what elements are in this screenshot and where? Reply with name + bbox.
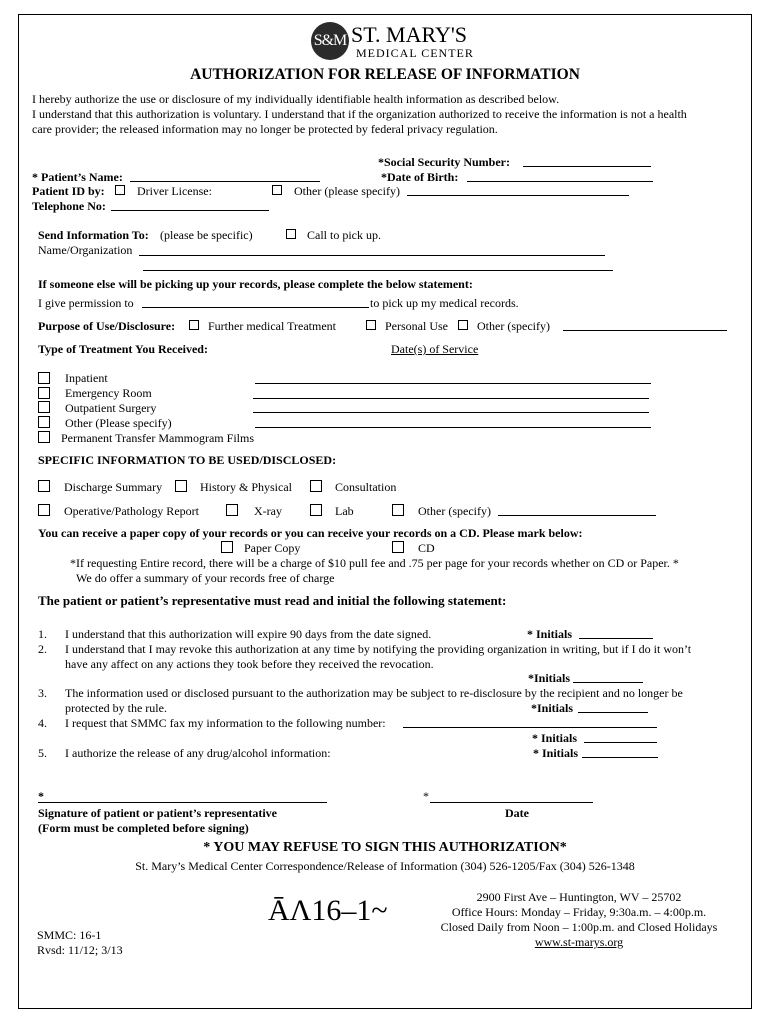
dob-label: *Date of Birth:	[381, 170, 459, 184]
signature-field[interactable]	[38, 802, 327, 803]
permission-field[interactable]	[142, 307, 369, 308]
paper-copy-checkbox[interactable]	[221, 541, 233, 553]
other-treatment-checkbox[interactable]	[38, 416, 50, 428]
address-line-1: 2900 First Ave – Huntington, WV – 25702	[476, 890, 682, 904]
other-treatment-label: Other (Please specify)	[65, 416, 172, 430]
pickup-heading: If someone else will be picking up your records, please complete the below statement:	[38, 277, 473, 291]
purpose-other-checkbox[interactable]	[458, 320, 468, 330]
initials-3-field[interactable]	[578, 712, 648, 713]
emergency-date-field[interactable]	[253, 398, 649, 399]
other-id-label: Other (please specify)	[294, 184, 400, 198]
patient-name-field[interactable]	[130, 181, 320, 182]
initials-5-field[interactable]	[582, 757, 658, 758]
form-code: SMMC: 16-1	[37, 928, 102, 942]
initials-1-label: * Initials	[527, 627, 573, 641]
initials-3-label: *Initials	[531, 701, 574, 715]
purpose-personal-label: Personal Use	[385, 319, 448, 333]
patient-name-label: * Patient’s Name:	[32, 170, 123, 184]
logo-monogram: S&M	[311, 22, 349, 60]
cd-label: CD	[418, 541, 435, 555]
permission-label: I give permission to	[38, 296, 134, 310]
intro-line-3: care provider; the released information may no longer be protected by federal privacy regulation.	[32, 122, 498, 136]
outpatient-label: Outpatient Surgery	[65, 401, 157, 415]
purpose-treatment-label: Further medical Treatment	[208, 319, 336, 333]
lab-checkbox[interactable]	[310, 504, 322, 516]
name-org-field-2[interactable]	[143, 270, 613, 271]
history-physical-label: History & Physical	[200, 480, 292, 494]
outpatient-date-field[interactable]	[253, 412, 649, 413]
initials-2-label: *Initials	[528, 671, 571, 685]
statement-5-number: 5.	[38, 746, 47, 760]
paper-copy-label: Paper Copy	[244, 541, 301, 555]
logo-subname: MEDICAL CENTER	[356, 46, 474, 60]
statement-3-text-2: protected by the rule.	[65, 701, 167, 715]
date-star: *	[423, 789, 429, 803]
fax-number-field[interactable]	[403, 727, 657, 728]
date-label: Date	[505, 806, 529, 820]
statement-4-text: I request that SMMC fax my information to the following number:	[65, 716, 386, 730]
copy-note-2: We do offer a summary of your records free of charge	[76, 571, 335, 585]
date-field[interactable]	[430, 802, 593, 803]
dates-of-service-label: Date(s) of Service	[391, 342, 479, 356]
refuse-notice: * YOU MAY REFUSE TO SIGN THIS AUTHORIZATION*	[203, 840, 567, 855]
barcode-text: ĀΛ16–1~	[268, 894, 388, 927]
operative-report-label: Operative/Pathology Report	[64, 504, 199, 518]
history-physical-checkbox[interactable]	[175, 480, 187, 492]
name-org-label: Name/Organization	[38, 243, 133, 257]
emergency-label: Emergency Room	[65, 386, 152, 400]
statement-1-text: I understand that this authorization will expire 90 days from the date signed.	[65, 627, 432, 641]
statement-3-number: 3.	[38, 686, 47, 700]
ssn-label: *Social Security Number:	[378, 155, 510, 169]
statement-heading: The patient or patient’s representative must read and initial the following statement:	[38, 593, 507, 608]
operative-report-checkbox[interactable]	[38, 504, 50, 516]
send-to-label: Send Information To:	[38, 228, 149, 242]
signature-star: *	[38, 789, 44, 803]
initials-4-label: * Initials	[532, 731, 578, 745]
dob-field[interactable]	[467, 181, 653, 182]
other-id-field[interactable]	[407, 195, 629, 196]
inpatient-date-field[interactable]	[255, 383, 651, 384]
initials-5-label: * Initials	[533, 746, 579, 760]
inpatient-label: Inpatient	[65, 371, 108, 385]
discharge-summary-checkbox[interactable]	[38, 480, 50, 492]
discharge-summary-label: Discharge Summary	[64, 480, 163, 494]
treatment-label: Type of Treatment You Received:	[38, 342, 208, 356]
address-line-3: Closed Daily from Noon – 1:00p.m. and Closed Holidays	[440, 920, 718, 934]
xray-label: X-ray	[254, 504, 282, 518]
statement-2-number: 2.	[38, 642, 47, 656]
ssn-field[interactable]	[523, 166, 651, 167]
signature-note: (Form must be completed before signing)	[38, 821, 249, 835]
lab-label: Lab	[335, 504, 354, 518]
purpose-treatment-checkbox[interactable]	[189, 320, 199, 330]
consultation-checkbox[interactable]	[310, 480, 322, 492]
call-pickup-label: Call to pick up.	[307, 228, 381, 242]
other-specific-field[interactable]	[498, 515, 656, 516]
cd-checkbox[interactable]	[392, 541, 404, 553]
intro-line-1: I hereby authorize the use or disclosure of my individually identifiable health information as described below.	[32, 92, 560, 106]
statement-3-text-1: The information used or disclosed pursuant to the authorization may be subject to re-disclosure by the recipient and no longer be	[65, 686, 683, 700]
telephone-field[interactable]	[111, 210, 269, 211]
other-id-checkbox[interactable]	[272, 185, 282, 195]
statement-2-text-1: I understand that I may revoke this authorization at any time by notifying the providing organization in writing, but if I do it won’t	[65, 642, 692, 656]
statement-4-number: 4.	[38, 716, 47, 730]
drivers-license-checkbox[interactable]	[115, 185, 125, 195]
signature-label: Signature of patient or patient’s representative	[38, 806, 277, 820]
call-pickup-checkbox[interactable]	[286, 229, 296, 239]
outpatient-checkbox[interactable]	[38, 401, 50, 413]
inpatient-checkbox[interactable]	[38, 372, 50, 384]
send-to-hint: (please be specific)	[160, 228, 253, 242]
initials-4-field[interactable]	[584, 742, 657, 743]
statement-2-text-2: have any affect on any actions they took before they received the revocation.	[65, 657, 434, 671]
intro-line-2: I understand that this authorization is voluntary. I understand that if the organization authorized to receive the information is not a health	[32, 107, 687, 121]
emergency-checkbox[interactable]	[38, 387, 50, 399]
initials-1-field[interactable]	[579, 638, 653, 639]
initials-2-field[interactable]	[573, 682, 643, 683]
purpose-other-field[interactable]	[563, 330, 727, 331]
purpose-personal-checkbox[interactable]	[366, 320, 376, 330]
statement-5-text: I authorize the release of any drug/alcohol information:	[65, 746, 331, 760]
copy-heading: You can receive a paper copy of your records or you can receive your records on a CD. Please mark below:	[38, 526, 583, 540]
statement-1-number: 1.	[38, 627, 47, 641]
address-line-2: Office Hours: Monday – Friday, 9:30a.m. – 4:00p.m.	[451, 905, 707, 919]
logo-name: ST. MARY'S	[351, 22, 468, 47]
purpose-label: Purpose of Use/Disclosure:	[38, 319, 176, 333]
consultation-label: Consultation	[335, 480, 397, 494]
copy-note-1: *If requesting Entire record, there will be a charge of $10 pull fee and .75 per page for your records whether on CD or Paper. *	[70, 556, 679, 570]
contact-info: St. Mary’s Medical Center Correspondence/Release of Information (304) 526-1205/Fax (304) 526-1348	[135, 859, 635, 873]
mammogram-label: Permanent Transfer Mammogram Films	[61, 431, 254, 445]
drivers-license-label: Driver License:	[137, 184, 212, 198]
specific-heading: SPECIFIC INFORMATION TO BE USED/DISCLOSED:	[38, 453, 337, 467]
other-treatment-date-field[interactable]	[255, 427, 651, 428]
mammogram-checkbox[interactable]	[38, 431, 50, 443]
permission-suffix: to pick up my medical records.	[370, 296, 519, 310]
revision-date: Rvsd: 11/12; 3/13	[37, 943, 123, 957]
xray-checkbox[interactable]	[226, 504, 238, 516]
telephone-label: Telephone No:	[32, 199, 106, 213]
patient-id-label: Patient ID by:	[32, 184, 105, 198]
page-title: AUTHORIZATION FOR RELEASE OF INFORMATION	[190, 66, 580, 83]
other-specific-label: Other (specify)	[418, 504, 491, 518]
name-org-field-1[interactable]	[139, 255, 605, 256]
purpose-other-label: Other (specify)	[477, 319, 550, 333]
website-link[interactable]: www.st-marys.org	[534, 935, 624, 949]
other-specific-checkbox[interactable]	[392, 504, 404, 516]
